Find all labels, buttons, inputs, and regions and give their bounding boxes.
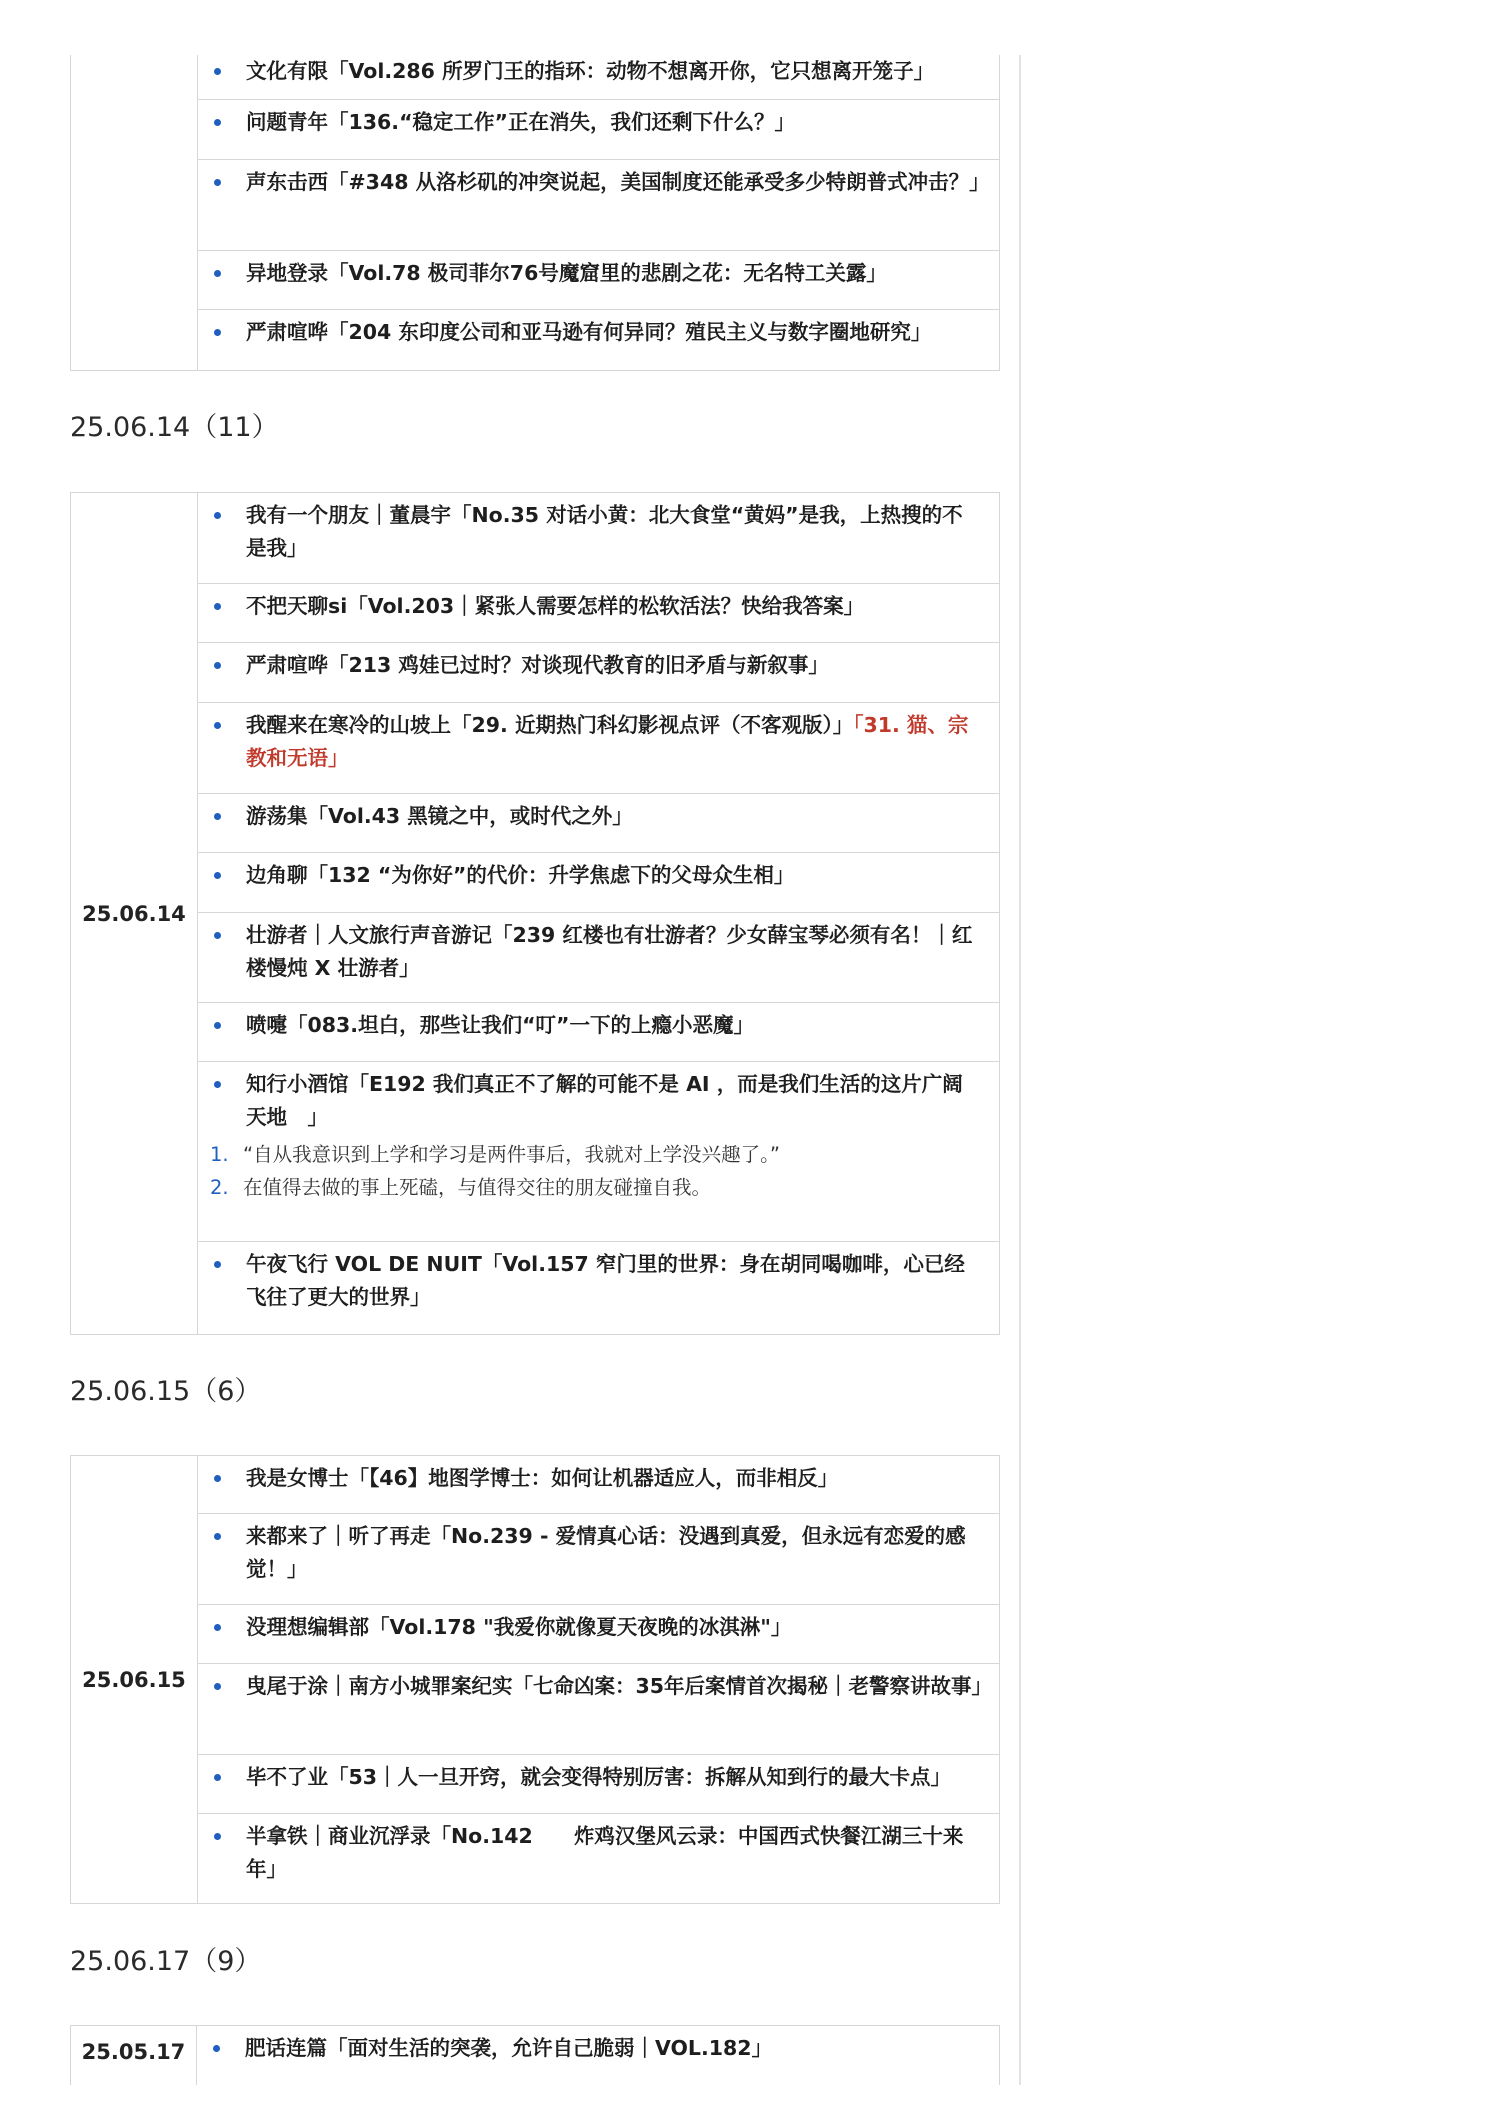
bullet-icon — [198, 1520, 246, 1586]
episode-title: 午夜飞行 VOL DE NUIT「Vol.157 窄门里的世界：身在胡同喝咖啡，心已经飞往了更大的世界」 — [246, 1252, 965, 1309]
episode-title: 毕不了业「53｜人一旦开窍，就会变得特别厉害：拆解从知到行的最大卡点」 — [246, 1765, 952, 1789]
bullet-icon — [198, 1462, 246, 1495]
list-item — [198, 1664, 999, 1755]
list-item — [198, 1456, 999, 1514]
bullet-icon — [198, 1068, 246, 1134]
episode-title: 问题青年「136.“稳定工作”正在消失，我们还剩下什么？」 — [246, 110, 796, 134]
bullet-icon — [197, 2032, 245, 2065]
episode-link[interactable] — [198, 1761, 983, 1794]
list-item — [198, 913, 999, 1003]
list-item — [198, 794, 999, 853]
bullet-icon — [198, 800, 246, 833]
list-item — [198, 310, 999, 369]
list-item — [198, 1242, 999, 1333]
bullet-icon — [198, 859, 246, 892]
day-table — [70, 2025, 1000, 2085]
episode-link[interactable] — [198, 316, 983, 349]
list-item — [198, 1062, 999, 1242]
note-item — [198, 1138, 983, 1171]
episode-link[interactable] — [198, 1248, 983, 1314]
episode-title: 没理想编辑部「Vol.178 "我爱你就像夏天夜晚的冰淇淋"」 — [246, 1615, 792, 1639]
episode-link[interactable] — [198, 106, 983, 139]
entry-list — [197, 2026, 999, 2085]
episode-link[interactable] — [198, 55, 983, 88]
episode-link[interactable] — [197, 2032, 983, 2065]
list-item — [198, 1003, 999, 1062]
entry-list — [198, 493, 999, 1334]
episode-link[interactable] — [198, 166, 990, 199]
entry-list — [198, 55, 999, 370]
list-item — [198, 1605, 999, 1664]
episode-link[interactable] — [198, 1068, 983, 1134]
episode-link[interactable] — [198, 499, 983, 565]
page-right-rule — [1019, 55, 1021, 2085]
list-item — [198, 1755, 999, 1814]
list-item — [198, 251, 999, 310]
episode-link[interactable] — [198, 1611, 983, 1644]
episode-link[interactable] — [198, 257, 983, 290]
bullet-icon — [198, 499, 246, 565]
bullet-icon — [198, 106, 246, 139]
episode-link[interactable] — [198, 709, 983, 775]
list-item — [198, 703, 999, 794]
section-heading: 25.06.17（9） — [70, 1946, 262, 1977]
episode-title: 半拿铁｜商业沉浮录「No.142 炸鸡汉堡风云录：中国西式快餐江湖三十来年」 — [246, 1824, 964, 1881]
episode-link[interactable] — [198, 1462, 983, 1495]
section-heading: 25.06.15（6） — [70, 1376, 262, 1407]
episode-title: 我有一个朋友｜董晨宇「No.35 对话小黄：北大食堂“黄妈”是我，上热搜的不是我」 — [246, 503, 963, 560]
episode-title: 严肃喧哗「204 东印度公司和亚马逊有何异同？殖民主义与数字圈地研究」 — [246, 320, 932, 344]
episode-link[interactable] — [198, 590, 983, 623]
list-item — [198, 160, 999, 251]
episode-title: 知行小酒馆「E192 我们真正不了解的可能不是 AI ，而是我们生活的这片广阔天地 」 — [246, 1072, 963, 1129]
list-item — [197, 2026, 999, 2086]
episode-link[interactable] — [198, 859, 983, 892]
list-item — [198, 55, 999, 100]
bullet-icon — [198, 709, 246, 775]
date-cell: 25.06.14 — [71, 493, 198, 1334]
table-continued — [70, 55, 1000, 371]
date-cell: 25.05.17 — [71, 2026, 197, 2085]
list-item — [198, 493, 999, 584]
bullet-icon — [198, 1611, 246, 1644]
entry-list — [198, 1456, 999, 1903]
bullet-icon — [198, 316, 246, 349]
day-table — [70, 1455, 1000, 1904]
episode-title: 边角聊「132 “为你好”的代价：升学焦虑下的父母众生相」 — [246, 863, 795, 887]
episode-title: 来都来了｜听了再走「No.239 - 爱情真心话：没遇到真爱，但永远有恋爱的感觉！」 — [246, 1524, 966, 1581]
episode-title: 严肃喧哗「213 鸡娃已过时？对谈现代教育的旧矛盾与新叙事」 — [246, 653, 829, 677]
bullet-icon — [198, 55, 246, 88]
list-item — [198, 1814, 999, 1902]
episode-title — [246, 709, 983, 775]
list-item — [198, 584, 999, 643]
episode-title: 我是女博士「【46】地图学博士：如何让机器适应人，而非相反」 — [246, 1466, 839, 1490]
list-item — [198, 1514, 999, 1605]
section-heading: 25.06.14（11） — [70, 412, 279, 443]
episode-link[interactable] — [198, 1520, 983, 1586]
highlighted-link[interactable]: 「31. 猫、宗教和无语」 — [246, 713, 969, 770]
episode-title: 喷嚏「083.坦白，那些让我们“叮”一下的上瘾小恶魔」 — [246, 1013, 755, 1037]
list-item — [198, 853, 999, 913]
bullet-icon — [198, 1248, 246, 1314]
note-number: 2. — [210, 1176, 229, 1199]
list-item — [198, 643, 999, 703]
bullet-icon — [198, 590, 246, 623]
note-number: 1. — [210, 1143, 229, 1166]
note-text: “自从我意识到上学和学习是两件事后，我就对上学没兴趣了。” — [243, 1143, 780, 1166]
bullet-icon — [198, 1670, 246, 1703]
episode-link[interactable] — [198, 1820, 983, 1886]
bullet-icon — [198, 166, 246, 199]
bullet-icon — [198, 257, 246, 290]
bullet-icon — [198, 1820, 246, 1886]
episode-title: 异地登录「Vol.78 极司菲尔76号魔窟里的悲剧之花：无名特工关露」 — [246, 261, 887, 285]
episode-link[interactable] — [198, 1009, 983, 1042]
episode-title-main: 我醒来在寒冷的山坡上「29. 近期热门科幻影视点评（不客观版）」 — [246, 713, 854, 737]
episode-link[interactable] — [198, 919, 983, 985]
episode-link[interactable] — [198, 649, 983, 682]
episode-link[interactable] — [198, 800, 983, 833]
bullet-icon — [198, 919, 246, 985]
episode-title: 肥话连篇「面对生活的突袭，允许自己脆弱｜VOL.182」 — [245, 2036, 773, 2060]
episode-title: 壮游者｜人文旅行声音游记「239 红楼也有壮游者？少女薛宝琴必须有名！｜红楼慢炖 X 壮游者」 — [246, 923, 973, 980]
bullet-icon — [198, 649, 246, 682]
bullet-icon — [198, 1761, 246, 1794]
episode-title: 文化有限「Vol.286 所罗门王的指环：动物不想离开你，它只想离开笼子」 — [246, 59, 935, 83]
episode-title: 曳尾于涂｜南方小城罪案纪实「七命凶案：35年后案情首次揭秘｜老警察讲故事」 — [246, 1674, 993, 1698]
note-text: 在值得去做的事上死磕，与值得交往的朋友碰撞自我。 — [243, 1176, 712, 1199]
date-cell: 25.06.15 — [71, 1456, 198, 1903]
day-table — [70, 492, 1000, 1335]
episode-title: 声东击西「#348 从洛杉矶的冲突说起，美国制度还能承受多少特朗普式冲击？」 — [246, 170, 990, 194]
note-item — [198, 1171, 983, 1204]
bullet-icon — [198, 1009, 246, 1042]
episode-title: 不把天聊si「Vol.203｜紧张人需要怎样的松软活法？快给我答案」 — [246, 594, 865, 618]
episode-link[interactable] — [198, 1670, 993, 1703]
list-item — [198, 100, 999, 160]
date-cell-empty — [71, 55, 198, 370]
episode-title: 游荡集「Vol.43 黑镜之中，或时代之外」 — [246, 804, 633, 828]
